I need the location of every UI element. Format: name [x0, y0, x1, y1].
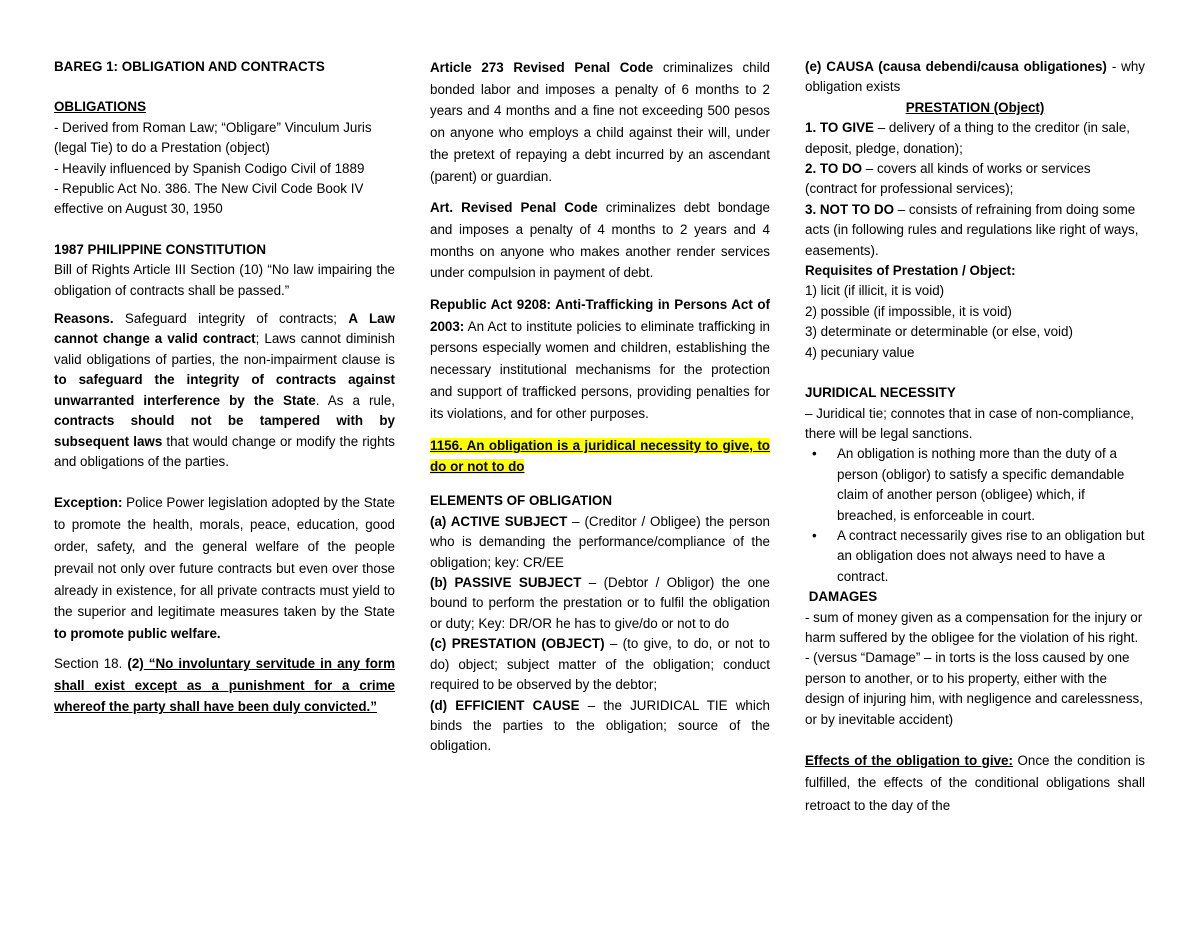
prestation-to-do: 2. TO DO – covers all kinds of works or services (contract for professional services);: [805, 161, 1091, 197]
obligations-text: - Derived from Roman Law; “Obligare” Vinculum Juris (legal Tie) to do a Prestation (object) - Heavily influenced by Spanish Codigo Civil of 1889 - Republic Act No. 386. The New Civil Code Book IV effective on August 30, 1950: [54, 119, 372, 217]
section18-paragraph: Section 18. (2) “No involuntary servitude in any form shall exist except as a punishment for a crime whereof the party shall have been duly convicted.”: [54, 655, 395, 715]
effects-paragraph: Effects of the obligation to give: Once the condition is fulfilled, the effects of the conditional obligations shall retroact to the day of the: [805, 753, 1145, 813]
element-passive-subject: (b) PASSIVE SUBJECT – (Debtor / Obligor) the one bound to perform the prestation or to fulfil the obligation or duty; Key: DR/OR he has to give/do or not to do: [430, 575, 770, 631]
juridical-bullets: [805, 444, 1145, 587]
prestation-to-give: 1. TO GIVE – delivery of a thing to the creditor (in sale, deposit, pledge, donation);: [805, 120, 1131, 156]
requisite-4: 4) pecuniary value: [805, 344, 915, 360]
column-1: [54, 57, 395, 718]
requisite-2: 2) possible (if impossible, it is void): [805, 303, 1012, 319]
reasons-paragraph: Reasons. Safeguard integrity of contracts; A Law cannot change a valid contract; Laws cannot diminish valid obligations of parties, the non-impairment clause is to safeguard the integrity of contracts against unwarranted interference by the State. As a rule, contracts should not be tampered with by subsequent laws that would change or modify the rights and obligations of the parties.: [54, 311, 396, 469]
juridical-heading: JURIDICAL NECESSITY: [805, 385, 956, 401]
requisite-3: 3) determinate or determinable (or else, void): [805, 324, 1073, 340]
juridical-text: – Juridical tie; connotes that in case of non-compliance, there will be legal sanctions.: [805, 405, 1134, 441]
obligations-heading: OBLIGATIONS: [54, 99, 146, 115]
column-3: [805, 57, 1145, 817]
list-item: • A contract necessarily gives rise to an obligation but an obligation does not always need to have a contract.: [837, 526, 1145, 587]
exception-paragraph: Exception: Police Power legislation adopted by the State to promote the health, morals, peace, education, good order, safety, and the general welfare of the people prevail not only over future contracts but even over those already in existence, for all private contracts must yield to the superior and legitimate measures taken by the State to promote public welfare.: [54, 495, 395, 642]
constitution-text: Bill of Rights Article III Section (10) “No law impairing the obligation of contracts shall be passed.”: [54, 262, 395, 298]
column-2: [430, 57, 770, 757]
requisites-heading: Requisites of Prestation / Object:: [805, 263, 1016, 279]
article1156-highlight: 1156. An obligation is a juridical necessity to give, to do or not to do: [430, 438, 770, 474]
document-title: BAREG 1: OBLIGATION AND CONTRACTS: [54, 59, 325, 74]
elements-heading: ELEMENTS OF OBLIGATION: [430, 493, 613, 509]
exception-label: Exception:: [54, 495, 123, 511]
reasons-label: Reasons.: [54, 311, 114, 327]
list-item: • An obligation is nothing more than the duty of a person (obligor) to satisfy a specific demandable claim of another person (obligee) which, if breached, is enforceable in court.: [837, 444, 1145, 526]
prestation-heading: PRESTATION (Object): [905, 99, 1045, 115]
element-prestation: (c) PRESTATION (OBJECT) – (to give, to do, or not to do) object; subject matter of the obligation; conduct required to be observed by the debtor;: [430, 636, 770, 693]
element-causa: (e) CAUSA (causa debendi/causa obligationes) - why obligation exists: [805, 59, 1145, 95]
article273-paragraph: Article 273 Revised Penal Code criminalizes child bonded labor and imposes a penalty of 6 months to 2 years and 4 months and a fine not exceeding 500 pesos on anyone who employs a child against their will, under the pretext of repaying a debt incurred by an ascendant (parent) or guardian.: [430, 60, 770, 184]
constitution-heading: 1987 PHILIPPINE CONSTITUTION: [54, 241, 267, 257]
element-efficient-cause: (d) EFFICIENT CAUSE – the JURIDICAL TIE which binds the parties to the obligation; source of the obligation.: [430, 697, 770, 754]
damages-heading: DAMAGES: [805, 589, 878, 605]
damages-text-1: - sum of money given as a compensation for the injury or harm suffered by the obligee for the violation of his right.: [805, 609, 1143, 645]
debt-bondage-paragraph: Art. Revised Penal Code criminalizes debt bondage and imposes a penalty of 4 months to 2 years and 4 months on anyone who makes another render services under compulsion in payment of debt.: [430, 200, 770, 281]
damages-text-2: - (versus “Damage” – in torts is the loss caused by one person to another, or to his property, either with the design of injuring him, with negligence and carelessness, or by inevitable accident): [805, 650, 1143, 727]
element-active-subject: (a) ACTIVE SUBJECT – (Creditor / Obligee) the person who is demanding the performance/compliance of the obligation; key: CR/EE: [430, 513, 770, 570]
requisite-1: 1) licit (if illicit, it is void): [805, 283, 945, 299]
ra9208-paragraph: Republic Act 9208: Anti-Trafficking in Persons Act of 2003: An Act to institute policies to eliminate trafficking in persons especially women and children, establishing the necessary institutional mechanisms for the protection and support of trafficked persons, providing penalties for its violations, and for other purposes.: [430, 297, 770, 421]
prestation-not-to-do: 3. NOT TO DO – consists of refraining from doing some acts (in following rules and regulations like right of ways, easements).: [805, 201, 1139, 258]
